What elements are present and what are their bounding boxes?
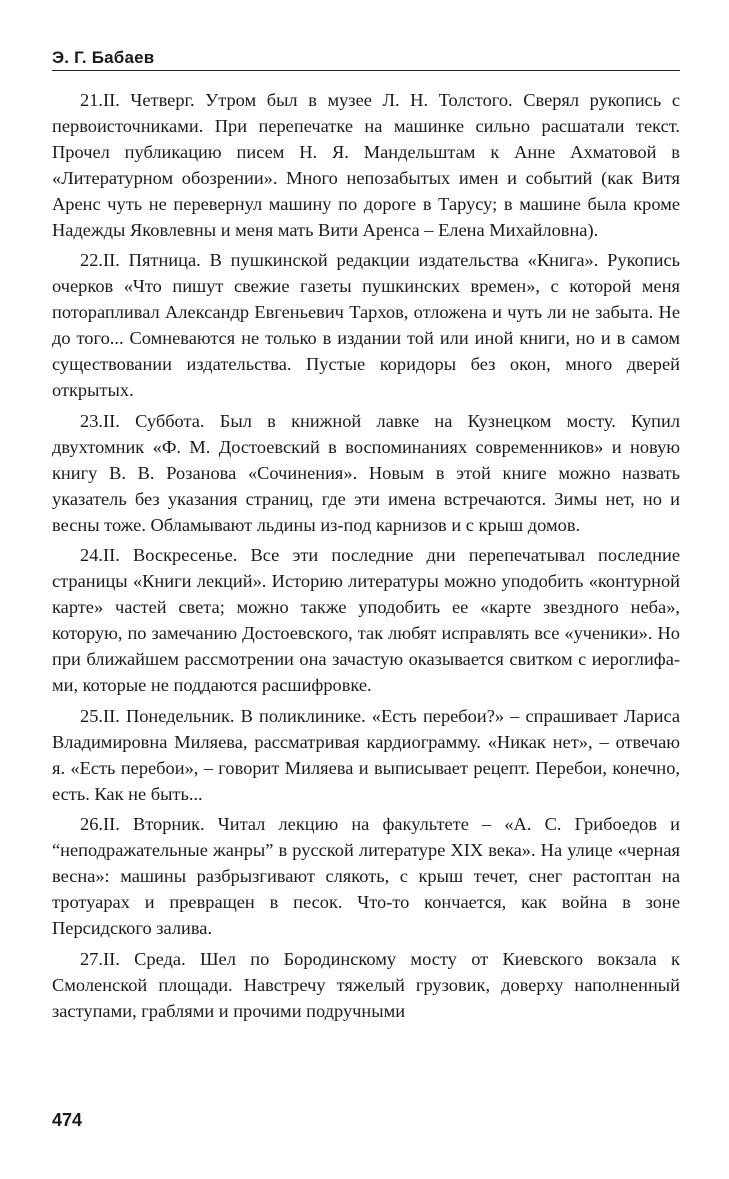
diary-entry-25: 25.II. Понедельник. В поликлинике. «Есть перебои?» – спрашивает Лариса Владимировна Миляева, рассматривая кардиограмму. «Никак нет», – отвечаю я. «Есть перебои», – говорит Миляева и выписывает рецепт. Перебои, конечно, есть. Как не быть... — [52, 705, 680, 804]
diary-entry-26: 26.II. Вторник. Читал лекцию на факультете – «А. С. Грибоедов и “неподражательные жанры” в русской литературе XIX века». На улице «черная весна»: машины разбрызгивают слякоть, с крыш течет, снег растоптан на тротуарах и превращен в песок. Что-то кончается, как война в зоне Персидского залива. — [52, 814, 680, 939]
header-author: Э. Г. Бабаев — [52, 48, 155, 67]
page-body — [52, 88, 680, 1030]
page-number: 474 — [52, 1110, 83, 1130]
diary-entry-23: 23.II. Суббота. Был в книжной лавке на Кузнецком мосту. Купил двухтомник «Ф. М. Достоевский в воспоминаниях современников» и новую книгу В. В. Розанова «Сочинения». Новым в этой книге можно назвать указатель без указания страниц, где эти имена встречаются. Зимы нет, но и весны тоже. Обламывают льдины из-под карнизов и с крыш домов. — [52, 410, 680, 535]
diary-entry-24: 24.II. Воскресенье. Все эти последние дни перепечатывал последние страницы «Книги лекций». Историю литературы можно уподобить «контурной карте» частей света; можно также уподобить ее «карте звездного неба», которую, по замечанию Достоевского, так любят исправлять все «ученики». Но при ближайшем рассмотрении она зачастую оказывается свитком с иероглифами, которые не поддаются расшифровке. — [52, 545, 680, 695]
running-header — [52, 46, 680, 71]
diary-entry-27: 27.II. Среда. Шел по Бородинскому мосту от Киевского вокзала к Смоленской площади. Навстречу тяжелый грузовик, доверху наполненный заступами, граблями и прочими подручными — [52, 949, 680, 1021]
diary-entry-22: 22.II. Пятница. В пушкинской редакции издательства «Книга». Рукопись очерков «Что пишут свежие газеты пушкинских времен», с которой меня поторапливал Александр Евгеньевич Тархов, отложена и чуть ли не забыта. Не до того... Сомневаются не только в издании той или иной книги, но и в самом существовании издательства. Пустые коридоры без окон, много дверей открытых. — [52, 250, 680, 400]
diary-entry-21: 21.II. Четверг. Утром был в музее Л. Н. Толстого. Сверял рукопись с первоисточниками. При перепечатке на машинке сильно расшатали текст. Прочел публикацию писем Н. Я. Мандельштам к Анне Ахматовой в «Литературном обозрении». Много непозабытых имен и событий (как Витя Аренс чуть не перевернул машину по дороге в Тарусу; в машине была кроме Надежды Яковлевны и меня мать Вити Аренса – Елена Михайловна). — [52, 90, 680, 240]
